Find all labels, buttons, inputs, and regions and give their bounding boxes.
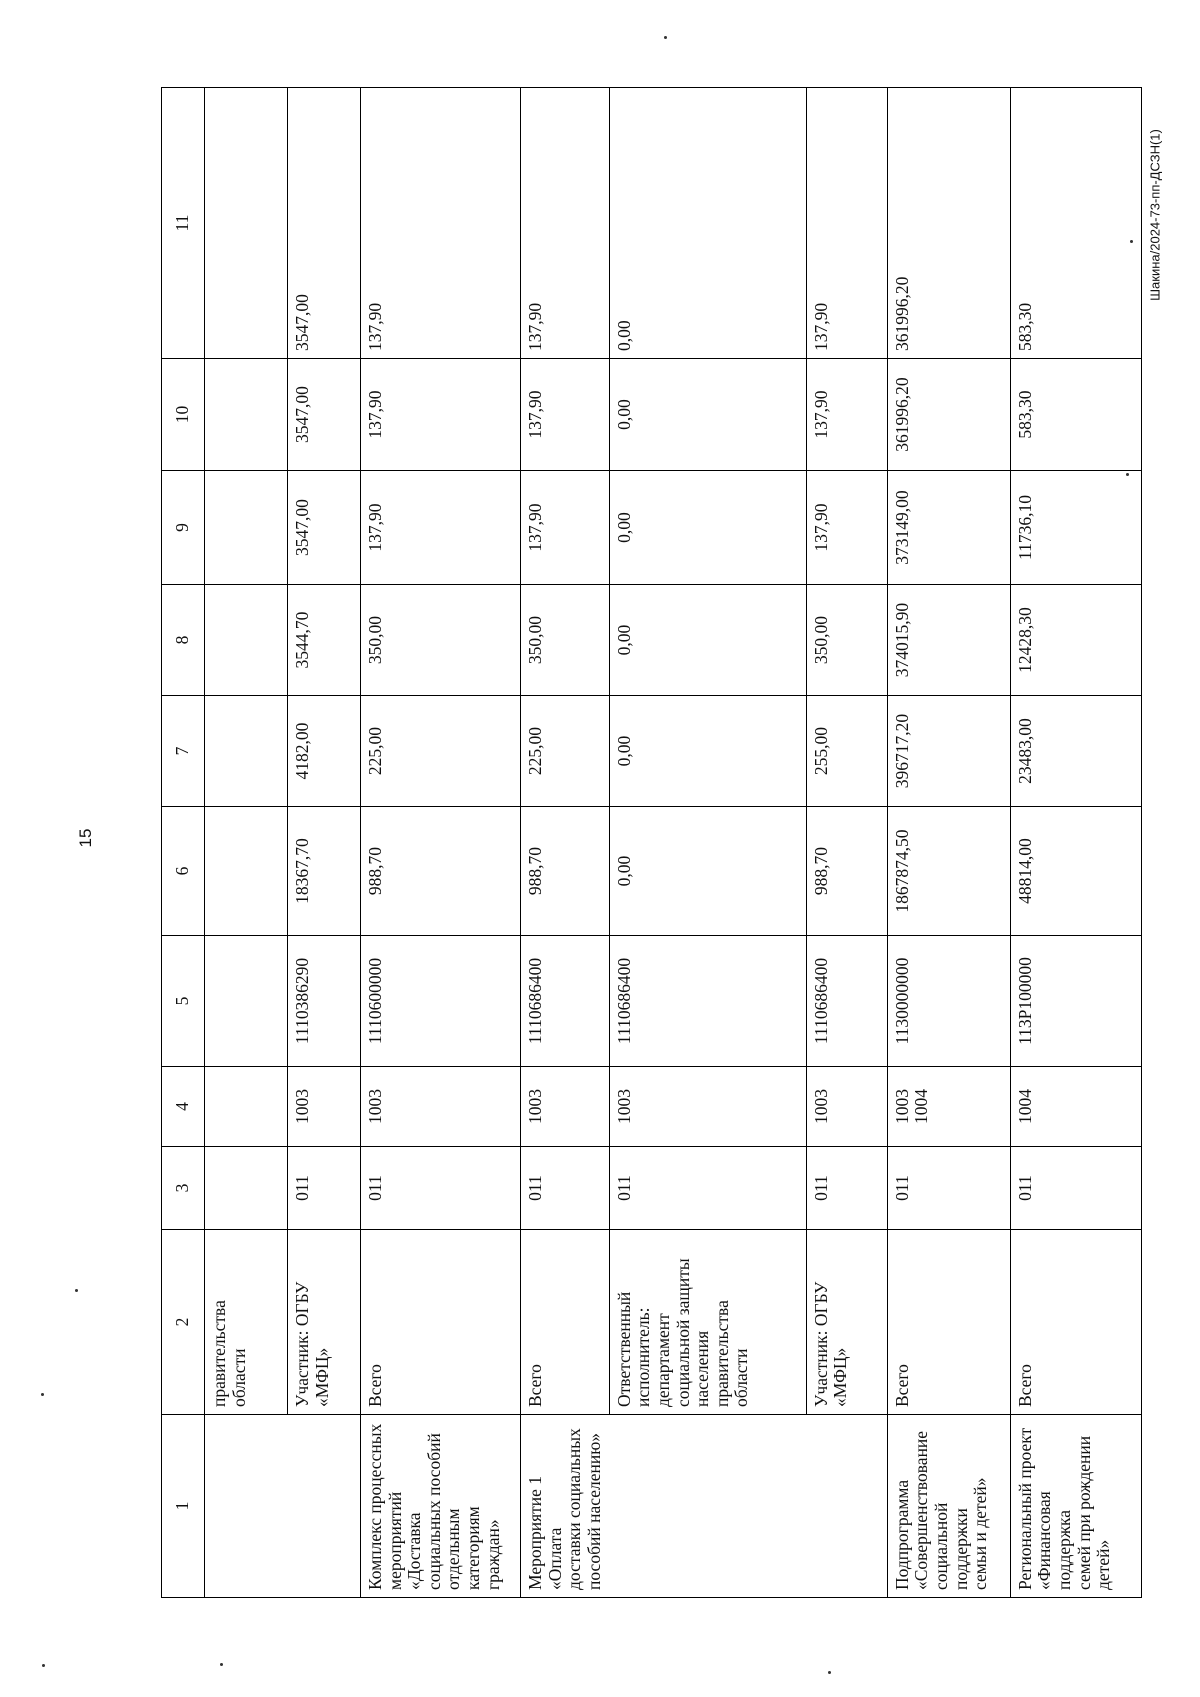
amount-cell: 12428,30 xyxy=(1010,585,1141,696)
cell-line: «МФЦ» xyxy=(311,1347,332,1407)
header-cell: 8 xyxy=(162,585,205,696)
amount-cell: 137,90 xyxy=(521,88,610,359)
amount-cell xyxy=(205,88,288,359)
amount-cell: 225,00 xyxy=(521,696,610,807)
amount-cell: 0,00 xyxy=(609,696,806,807)
scan-speck xyxy=(1130,240,1133,243)
amount-cell: 137,90 xyxy=(806,88,887,359)
amount-cell: 0,00 xyxy=(609,807,806,936)
section-code-cell xyxy=(205,1067,288,1147)
section-code-cell xyxy=(521,1067,610,1147)
table-row xyxy=(361,88,521,1598)
cell-line: семьи и детей» xyxy=(970,1477,991,1590)
scan-speck xyxy=(828,1671,831,1674)
table-row xyxy=(1010,88,1141,1598)
amount-cell: 0,00 xyxy=(609,359,806,471)
amount-cell: 3547,00 xyxy=(288,88,361,359)
amount-cell: 3547,00 xyxy=(288,471,361,585)
amount-cell: 137,90 xyxy=(806,471,887,585)
cell-line: мероприятий «Доставка xyxy=(384,1491,425,1590)
scan-speck xyxy=(664,36,667,39)
cell-line: Всего xyxy=(1014,1364,1035,1407)
amount-cell: 583,30 xyxy=(1010,359,1141,471)
cell-line: 1003 xyxy=(810,1089,831,1124)
amount-cell: 137,90 xyxy=(521,471,610,585)
header-row xyxy=(162,88,205,1598)
section-code-cell xyxy=(887,1067,1010,1147)
participant-cell xyxy=(205,1230,288,1415)
cell-line: Ответственный xyxy=(613,1291,634,1407)
amount-cell xyxy=(205,471,288,585)
target-article-cell: 1110600000 xyxy=(361,936,521,1067)
cell-line: отдельным категориям xyxy=(443,1506,483,1590)
amount-cell xyxy=(205,696,288,807)
cell-line: области xyxy=(731,1348,752,1407)
amount-cell: 3547,00 xyxy=(288,359,361,471)
code-cell xyxy=(205,1147,288,1230)
cell-line: исполнитель: xyxy=(633,1307,654,1407)
cell-line: Всего xyxy=(365,1364,385,1407)
section-code-cell xyxy=(288,1067,361,1147)
amount-cell: 583,30 xyxy=(1010,88,1141,359)
amount-cell: 0,00 xyxy=(609,471,806,585)
program-name-cell xyxy=(887,1415,1010,1598)
target-article-cell: 1110686400 xyxy=(609,936,806,1067)
amount-cell: 988,70 xyxy=(806,807,887,936)
amount-cell: 373149,00 xyxy=(887,471,1010,585)
amount-cell: 361996,20 xyxy=(887,88,1010,359)
table-row xyxy=(806,88,887,1598)
participant-cell xyxy=(1010,1230,1141,1415)
table-row xyxy=(288,88,361,1598)
header-cell: 1 xyxy=(162,1415,205,1598)
amount-cell: 1867874,50 xyxy=(887,807,1010,936)
cell-line: 1003 xyxy=(891,1089,912,1124)
cell-line: 1004 xyxy=(1014,1089,1035,1124)
section-code-cell xyxy=(806,1067,887,1147)
section-code-cell xyxy=(609,1067,806,1147)
header-cell: 4 xyxy=(162,1067,205,1147)
code-cell: 011 xyxy=(361,1147,521,1230)
section-code-cell xyxy=(361,1067,521,1147)
budget-table-rotated xyxy=(161,88,1114,1598)
amount-cell: 225,00 xyxy=(361,696,521,807)
target-article-cell: 1110386290 xyxy=(288,936,361,1067)
page-number: 15 xyxy=(76,828,95,848)
program-name-cell xyxy=(609,1415,806,1598)
cell-line: департамент xyxy=(653,1313,674,1407)
program-name-cell xyxy=(288,1415,361,1598)
cell-line: 1003 xyxy=(525,1089,545,1124)
target-article-cell: 1130000000 xyxy=(887,936,1010,1067)
header-cell: 3 xyxy=(162,1147,205,1230)
amount-cell: 0,00 xyxy=(609,88,806,359)
code-cell: 011 xyxy=(288,1147,361,1230)
cell-line: области xyxy=(228,1348,249,1407)
cell-line: 1003 xyxy=(365,1089,385,1124)
header-cell: 7 xyxy=(162,696,205,807)
amount-cell: 3544,70 xyxy=(288,585,361,696)
amount-cell: 988,70 xyxy=(361,807,521,936)
amount-cell: 48814,00 xyxy=(1010,807,1141,936)
amount-cell: 18367,70 xyxy=(288,807,361,936)
table-body xyxy=(162,88,1142,1598)
program-name-cell xyxy=(1010,1415,1141,1598)
amount-cell: 350,00 xyxy=(806,585,887,696)
amount-cell: 11736,10 xyxy=(1010,471,1141,585)
participant-cell xyxy=(521,1230,610,1415)
target-article-cell xyxy=(205,936,288,1067)
participant-cell xyxy=(609,1230,806,1415)
cell-line: детей» xyxy=(1093,1539,1114,1590)
code-cell: 011 xyxy=(887,1147,1010,1230)
cell-line: социальных пособий xyxy=(423,1433,444,1590)
document-id: Шакина/2024-73-пп-ДСЗН(1) xyxy=(1147,129,1163,301)
header-cell: 9 xyxy=(162,471,205,585)
cell-line: 1003 xyxy=(292,1089,312,1124)
amount-cell: 137,90 xyxy=(806,359,887,471)
cell-line: 1004 xyxy=(911,1089,932,1124)
amount-cell: 137,90 xyxy=(361,359,521,471)
amount-cell: 988,70 xyxy=(521,807,610,936)
scan-speck xyxy=(220,1663,223,1666)
amount-cell: 361996,20 xyxy=(887,359,1010,471)
participant-cell xyxy=(361,1230,521,1415)
cell-line: Мероприятие 1 «Оплата xyxy=(525,1475,565,1590)
scan-speck xyxy=(42,1664,45,1667)
code-cell: 011 xyxy=(609,1147,806,1230)
cell-line: Участник: ОГБУ xyxy=(810,1281,831,1407)
table-row xyxy=(887,88,1010,1598)
cell-line: Всего xyxy=(525,1364,545,1407)
cell-line: пособий населению» xyxy=(583,1432,604,1590)
amount-cell: 396717,20 xyxy=(887,696,1010,807)
amount-cell: 350,00 xyxy=(521,585,610,696)
target-article-cell: 1110686400 xyxy=(521,936,610,1067)
cell-line: доставки социальных xyxy=(564,1428,585,1590)
cell-line: Подпрограмма xyxy=(891,1479,912,1590)
cell-line: социальной защиты xyxy=(672,1258,693,1407)
scan-speck xyxy=(75,1289,78,1292)
header-cell: 2 xyxy=(162,1230,205,1415)
cell-line: правительства xyxy=(209,1300,229,1407)
amount-cell: 350,00 xyxy=(361,585,521,696)
cell-line: 1003 xyxy=(613,1089,634,1124)
amount-cell: 4182,00 xyxy=(288,696,361,807)
cell-line: «МФЦ» xyxy=(830,1347,851,1407)
section-code-cell xyxy=(1010,1067,1141,1147)
cell-line: Региональный проект xyxy=(1014,1427,1035,1590)
cell-line: граждан» xyxy=(482,1519,503,1590)
participant-cell xyxy=(887,1230,1010,1415)
participant-cell xyxy=(806,1230,887,1415)
header-cell: 6 xyxy=(162,807,205,936)
header-cell: 10 xyxy=(162,359,205,471)
code-cell: 011 xyxy=(806,1147,887,1230)
amount-cell: 374015,90 xyxy=(887,585,1010,696)
budget-table xyxy=(161,87,1142,1598)
program-name-cell xyxy=(361,1415,521,1598)
amount-cell: 137,90 xyxy=(521,359,610,471)
target-article-cell: 1110686400 xyxy=(806,936,887,1067)
header-cell: 11 xyxy=(162,88,205,359)
cell-line: социальной поддержки xyxy=(931,1502,971,1590)
amount-cell: 0,00 xyxy=(609,585,806,696)
code-cell: 011 xyxy=(1010,1147,1141,1230)
amount-cell: 23483,00 xyxy=(1010,696,1141,807)
scan-speck xyxy=(1126,473,1129,476)
program-name-cell xyxy=(806,1415,887,1598)
cell-line: «Совершенствование xyxy=(911,1430,932,1590)
amount-cell: 255,00 xyxy=(806,696,887,807)
header-cell: 5 xyxy=(162,936,205,1067)
cell-line: Участник: ОГБУ xyxy=(292,1281,312,1407)
amount-cell: 137,90 xyxy=(361,88,521,359)
participant-cell xyxy=(288,1230,361,1415)
cell-line: населения xyxy=(692,1330,713,1407)
amount-cell: 137,90 xyxy=(361,471,521,585)
target-article-cell: 113P100000 xyxy=(1010,936,1141,1067)
cell-line: Всего xyxy=(891,1364,912,1407)
program-name-cell xyxy=(205,1415,288,1598)
cell-line: «Финансовая поддержка xyxy=(1034,1491,1075,1590)
table-row xyxy=(205,88,288,1598)
program-name-cell xyxy=(521,1415,610,1598)
code-cell: 011 xyxy=(521,1147,610,1230)
cell-line: семей при рождении xyxy=(1073,1435,1094,1590)
scan-speck xyxy=(41,1393,44,1396)
table-row xyxy=(521,88,610,1598)
amount-cell xyxy=(205,807,288,936)
cell-line: Комплекс процессных xyxy=(365,1423,385,1590)
amount-cell xyxy=(205,585,288,696)
table-row xyxy=(609,88,806,1598)
amount-cell xyxy=(205,359,288,471)
cell-line: правительства xyxy=(711,1300,732,1407)
